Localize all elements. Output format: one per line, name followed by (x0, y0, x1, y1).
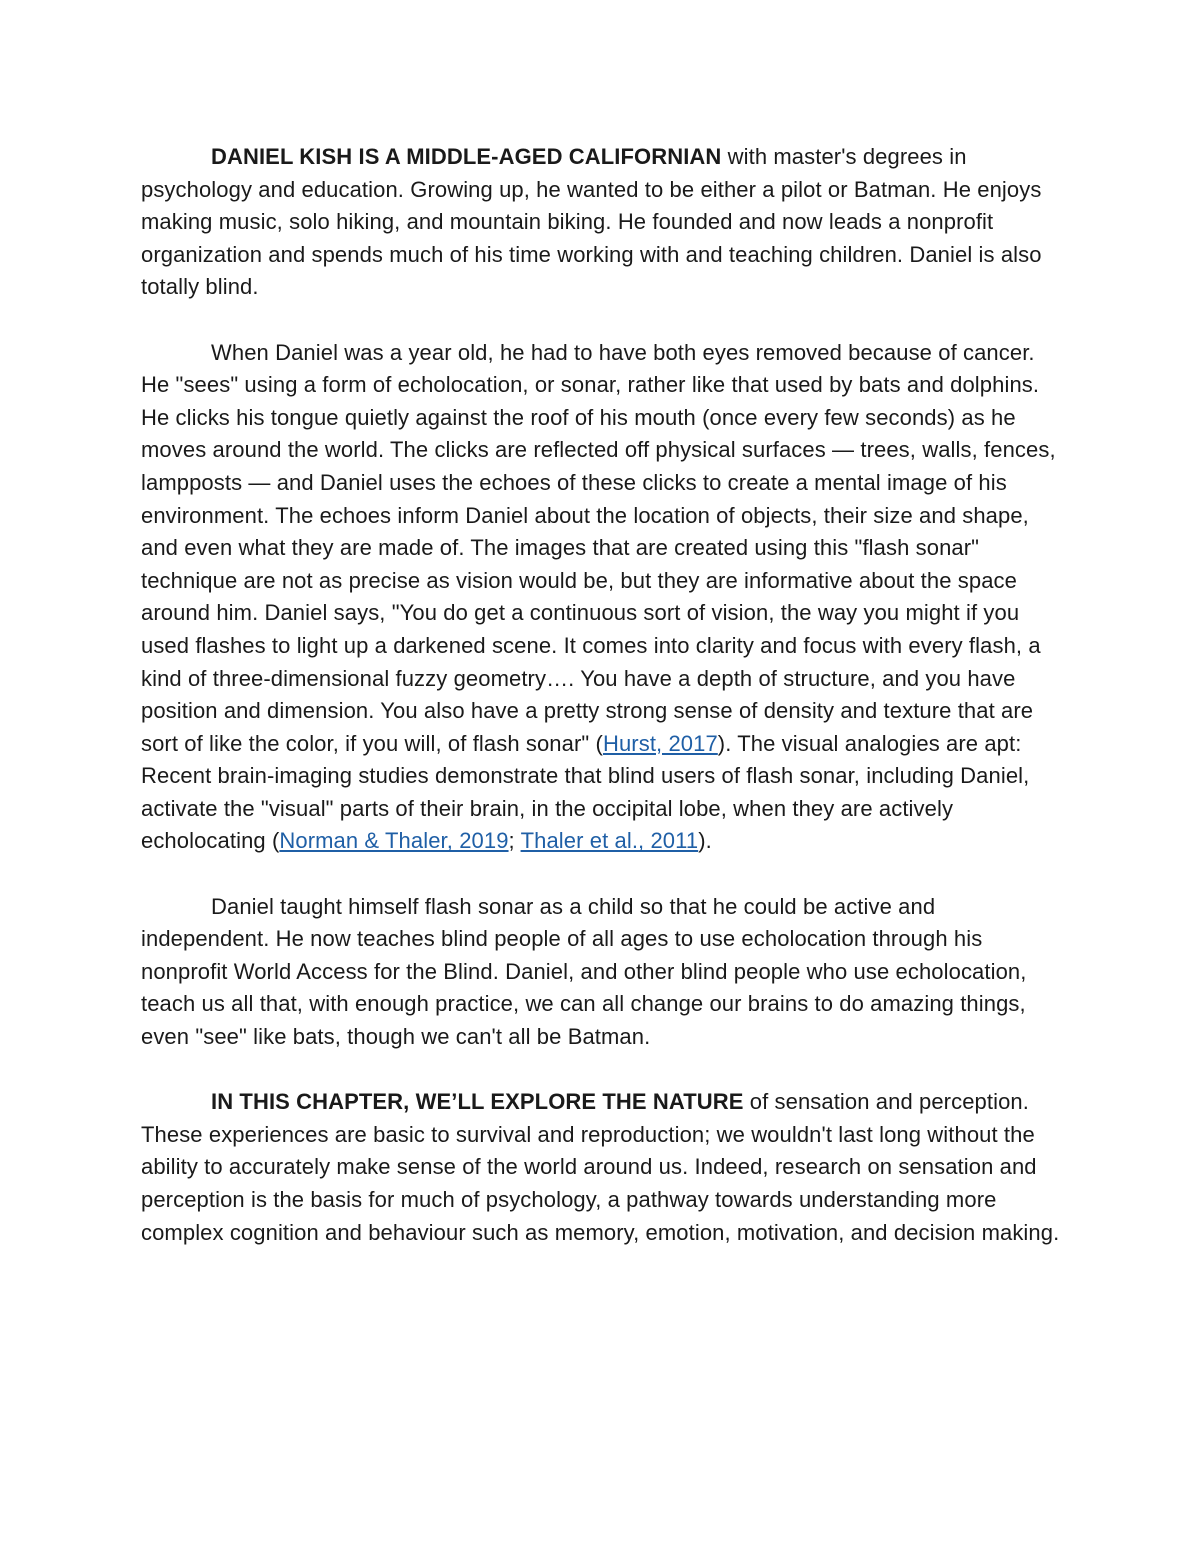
paragraph-lead: IN THIS CHAPTER, WE’LL EXPLORE THE NATURE (211, 1089, 744, 1115)
paragraph-text: ). The visual analogies are apt: Recent brain-imaging studies demonstrate that blind users of flash sonar, including Daniel, activate the "visual" parts of their brain, in the occipital lobe, when they are actively echolocating ( (141, 730, 1030, 854)
paragraph-text: with master's degrees in psychology and education. Growing up, he wanted to be either a pilot or Batman. He enjoys making music, solo hiking, and mountain biking. He founded and now leads a nonprofit organization and spends much of his time working with and teaching children. Daniel is also totally blind. (141, 144, 1042, 300)
paragraph-flash-sonar (141, 891, 1061, 1054)
paragraph-text: of sensation and perception. These experiences are basic to survival and reproduction; we wouldn't last long without the ability to accurately make sense of the world around us. Indeed, research on sensation and perception is the basis for much of psychology, a pathway towards understanding more complex cognition and behaviour such as memory, emotion, motivation, and decision making. (141, 1089, 1060, 1245)
citation-separator: ; (508, 828, 521, 854)
paragraph-chapter-intro (141, 1086, 1061, 1249)
document-body (141, 141, 1061, 1282)
citation-link-norman-thaler-2019[interactable]: Norman & Thaler, 2019 (279, 828, 509, 854)
paragraph-text: ). (698, 828, 712, 854)
citation-link-hurst-2017[interactable]: Hurst, 2017 (602, 730, 718, 756)
paragraph-text: Daniel taught himself flash sonar as a child so that he could be active and independent. He now teaches blind people of all ages to use echolocation through his nonprofit World Access for the Blind. Daniel, and other blind people who use echolocation, teach us all that, with enough practice, we can all change our brains to do amazing things, even "see" like bats, though we can't all be Batman. (141, 893, 1027, 1050)
paragraph-lead: DANIEL KISH IS A MIDDLE-AGED CALIFORNIAN (211, 144, 722, 169)
paragraph-echolocation (141, 337, 1061, 859)
citation-link-thaler-2011[interactable]: Thaler et al., 2011 (520, 828, 699, 854)
paragraph-text: When Daniel was a year old, he had to have both eyes removed because of cancer. He "sees" using a form of echolocation, or sonar, rather like that used by bats and dolphins. He clicks his tongue quietly against the roof of his mouth (once every few seconds) as he moves around the world. The clicks are reflected off physical surfaces — trees, walls, fences, lampposts — and Daniel uses the echoes of these clicks to create a mental image of his environment. The echoes inform Daniel about the location of objects, their size and shape, and even what they are made of. The images that are created using this "flash sonar" technique are not as precise as vision would be, but they are informative about the space around him. Daniel says, "You do get a continuous sort of vision, the way you might if you used flashes to light up a darkened scene. It comes into clarity and focus with every flash, a kind of three-dimensional fuzzy geometry…. You have a depth of structure, and you have position and dimension. You also have a pretty strong sense of density and texture that are sort of like the color, if you will, of flash sonar" ( (141, 339, 1056, 756)
paragraph-intro (141, 141, 1061, 304)
